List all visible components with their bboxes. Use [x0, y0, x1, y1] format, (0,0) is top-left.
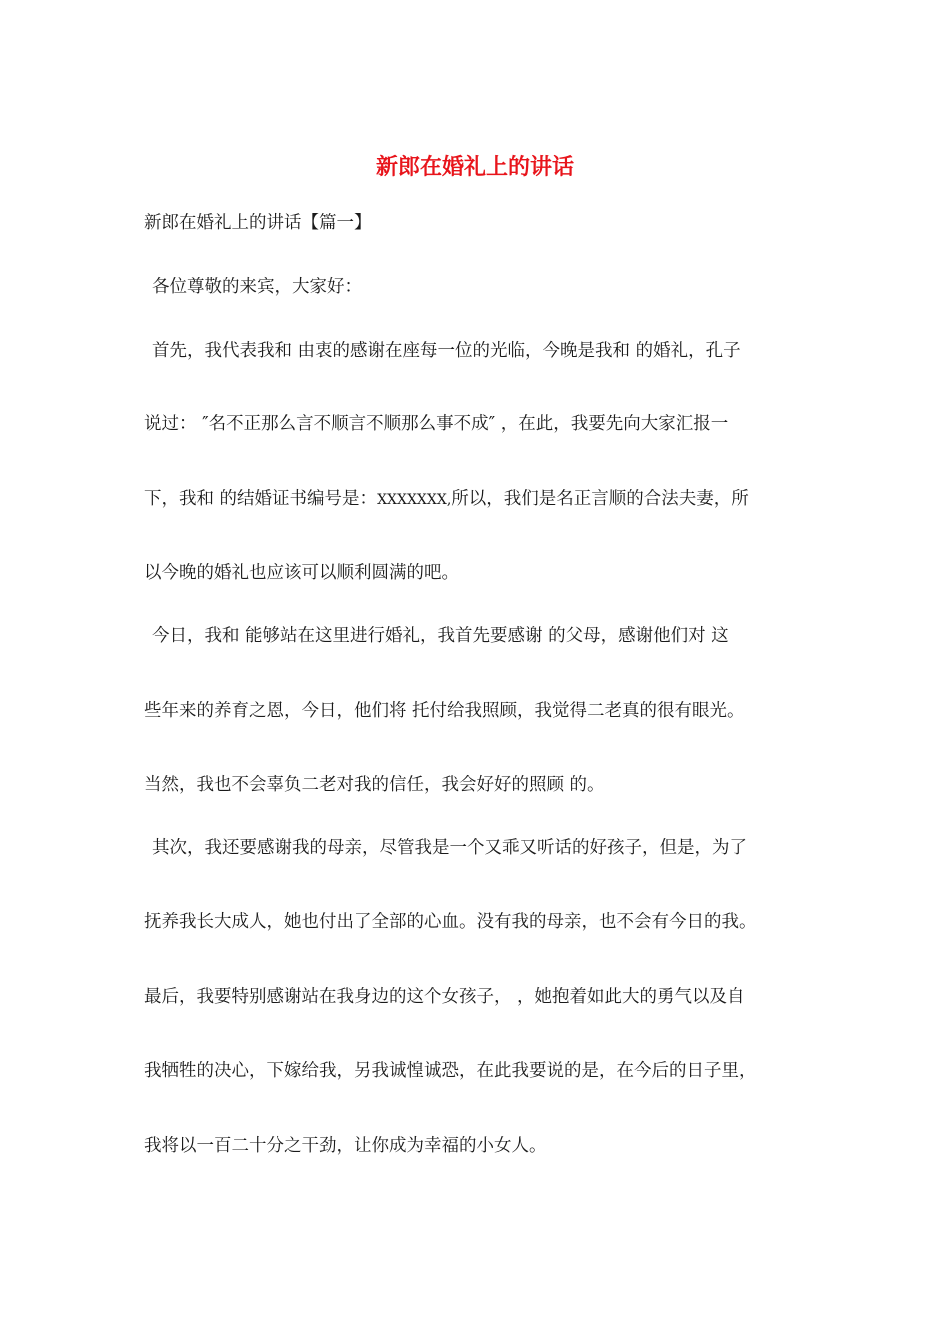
paragraph-line: 我将以一百二十分之干劲，让你成为幸福的小女人。	[144, 1136, 547, 1156]
paragraph-line: 各位尊敬的来宾，大家好：	[152, 277, 362, 297]
paragraph-line: 说过： ″名不正那么言不顺言不顺那么事不成″ ，在此，我要先向大家汇报一	[144, 414, 729, 434]
line-text: 所以，我们是名正言顺的合法夫妻，所	[451, 489, 749, 509]
paragraph-line: 其次，我还要感谢我的母亲，尽管我是一个又乖又听话的好孩子，但是，为了	[152, 838, 747, 858]
paragraph-line: 些年来的养育之恩，今日，他们将 托付给我照顾，我觉得二老真的很有眼光。	[144, 701, 745, 721]
paragraph-line: 最后，我要特别感谢站在我身边的这个女孩子， ，她抱着如此大的勇气以及自	[144, 987, 745, 1007]
document-title: 新郎在婚礼上的讲话	[375, 154, 574, 180]
paragraph-line: 我牺牲的决心，下嫁给我，另我诚惶诚恐，在此我要说的是，在今后的日子里，	[144, 1061, 757, 1081]
paragraph-line: 抚养我长大成人，她也付出了全部的心血。没有我的母亲，也不会有今日的我。	[144, 912, 757, 932]
document-subtitle: 新郎在婚礼上的讲话【篇一】	[144, 213, 372, 233]
certificate-number: XXXXXXX,	[377, 492, 452, 508]
paragraph-line: 当然，我也不会辜负二老对我的信任，我会好好的照顾 的。	[144, 775, 605, 795]
paragraph-line: 首先，我代表我和 由衷的感谢在座每一位的光临，今晚是我和 的婚礼，孔子	[152, 341, 741, 361]
paragraph-line: 今日，我和 能够站在这里进行婚礼，我首先要感谢 的父母，感谢他们对 这	[152, 626, 729, 646]
paragraph-line: 以今晚的婚礼也应该可以顺利圆满的吧。	[144, 563, 459, 583]
paragraph-line	[144, 484, 824, 515]
line-text: 下，我和 的结婚证书编号是：	[144, 489, 378, 509]
